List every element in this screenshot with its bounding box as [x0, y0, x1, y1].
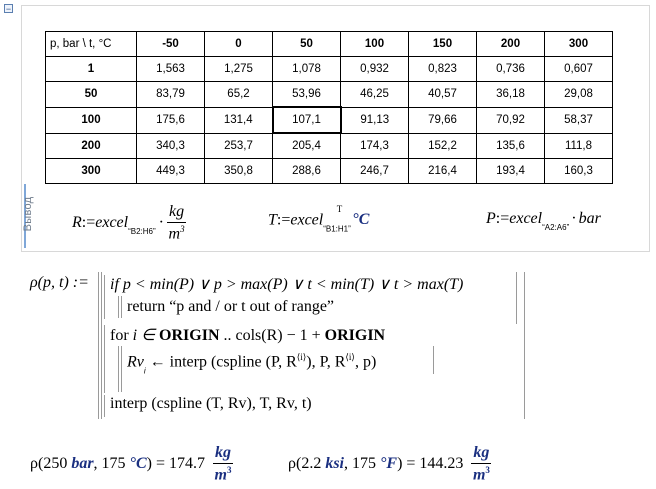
table-cell[interactable]: 79,66	[409, 107, 477, 133]
result-arg: ρ(250	[30, 454, 72, 472]
table-cell[interactable]: 70,92	[477, 107, 545, 133]
program-for-line[interactable]	[110, 325, 385, 345]
excel-range: “A2:A6”	[542, 223, 570, 232]
return-bracket	[121, 296, 122, 318]
table-cell[interactable]: 350,8	[205, 159, 273, 184]
unit-numerator: kg	[167, 204, 186, 223]
if-block-bracket	[104, 275, 105, 319]
if-block-bracket	[516, 272, 517, 324]
table-row	[46, 159, 613, 184]
table-cell[interactable]: 58,37	[545, 107, 613, 133]
interp-expression: ← interp (cspline (P, R	[145, 353, 297, 371]
program-interp-line[interactable]	[127, 352, 376, 375]
transpose-superscript: T	[336, 204, 343, 214]
origin-keyword: ORIGIN	[324, 327, 386, 344]
excel-function: excel	[95, 213, 129, 231]
table-cell[interactable]: 174,3	[341, 133, 409, 159]
excel-function: excel	[290, 211, 324, 229]
bar-unit: bar	[578, 210, 601, 227]
unit-numerator: kg	[471, 445, 491, 464]
assign-operator: :=	[81, 213, 96, 231]
result-value: ) = 174.7	[146, 454, 205, 472]
column-header: 150	[409, 32, 477, 57]
for-body-bracket	[118, 346, 119, 392]
table-cell[interactable]: 40,57	[409, 82, 477, 108]
unit-fraction	[167, 204, 186, 242]
column-header: 100	[341, 32, 409, 57]
result-value: ) = 144.23	[397, 454, 464, 472]
unit-denominator: $m^3$	[472, 465, 490, 484]
table-cell[interactable]: 36,18	[477, 82, 545, 108]
unit-denominator: $m^3$	[214, 465, 232, 484]
table-cell[interactable]: 0,736	[477, 57, 545, 82]
table-cell-selected[interactable]: 107,1	[273, 107, 341, 133]
row-header: 100	[46, 107, 137, 133]
program-bracket	[98, 272, 99, 419]
return-bracket	[118, 296, 119, 318]
table-cell[interactable]: 135,6	[477, 133, 545, 159]
table-cell[interactable]: 0,607	[545, 57, 613, 82]
for-block-bracket	[104, 325, 105, 393]
column-header: 0	[205, 32, 273, 57]
excel-function: excel	[509, 210, 543, 227]
program-final-line[interactable]: interp (cspline (T, Rv), T, Rv, t)	[110, 395, 312, 412]
column-header: 200	[477, 32, 545, 57]
table-cell[interactable]: 91,13	[341, 107, 409, 133]
r-variable: R	[72, 213, 82, 231]
table-cell[interactable]: 0,823	[409, 57, 477, 82]
row-header: 1	[46, 57, 137, 82]
table-row	[46, 57, 613, 82]
table-row	[46, 82, 613, 108]
table-cell[interactable]: 0,932	[341, 57, 409, 82]
rv-index: i	[143, 366, 146, 376]
p-definition[interactable]	[486, 210, 601, 232]
ksi-unit: ksi	[325, 454, 344, 472]
p-variable: P	[486, 210, 496, 227]
column-header: -50	[137, 32, 205, 57]
table-corner-label: p, bar \ t, °C	[46, 32, 137, 57]
celsius-unit: °C	[129, 454, 147, 472]
result-expression-1[interactable]	[30, 445, 233, 483]
result-unit-fraction	[213, 445, 233, 483]
result-arg: , 175	[343, 454, 380, 472]
celsius-unit: °C	[352, 211, 370, 229]
row-header: 300	[46, 159, 137, 184]
for-keyword: for	[110, 327, 129, 344]
assign-operator: :=	[276, 211, 291, 229]
result-unit-fraction	[471, 445, 491, 483]
table-row	[46, 133, 613, 159]
table-cell[interactable]: 46,25	[341, 82, 409, 108]
unit-denominator: $m^3$	[168, 224, 185, 243]
t-variable: T	[268, 211, 277, 229]
table-cell[interactable]: 205,4	[273, 133, 341, 159]
row-header: 50	[46, 82, 137, 108]
table-cell[interactable]: 253,7	[205, 133, 273, 159]
table-cell[interactable]: 111,8	[545, 133, 613, 159]
data-table[interactable]	[45, 31, 613, 184]
multiply-operator: ·	[158, 213, 164, 231]
result-arg: ρ(2.2	[288, 454, 326, 472]
table-cell[interactable]: 152,2	[409, 133, 477, 159]
result-expression-2[interactable]	[288, 445, 491, 483]
excel-range: “B1:H1”	[323, 224, 351, 234]
table-cell[interactable]: 193,4	[477, 159, 545, 184]
unit-numerator: kg	[213, 445, 233, 464]
interp-expression: ), P, R	[306, 353, 346, 371]
table-cell[interactable]: 216,4	[409, 159, 477, 184]
program-if-line[interactable]: if p < min(P) ∨ p > max(P) ∨ t < min(T) ∨ t > max(T)	[110, 276, 464, 293]
for-range-mid: .. cols(R) − 1 +	[219, 327, 325, 344]
table-cell[interactable]: 131,4	[205, 107, 273, 133]
for-body-bracket	[121, 346, 122, 392]
table-cell[interactable]: 53,96	[273, 82, 341, 108]
t-definition[interactable]	[268, 204, 370, 234]
program-bracket	[101, 272, 102, 419]
program-return-line[interactable]: return “p and / or t out of range”	[127, 298, 335, 315]
last-line-bracket	[104, 395, 105, 417]
program-bracket-right	[524, 272, 525, 419]
table-cell[interactable]: 246,7	[341, 159, 409, 184]
bar-unit: bar	[71, 454, 94, 472]
column-operator: ⟨i⟩	[296, 352, 307, 362]
region-label-vyvod: Вывод	[22, 196, 34, 232]
table-cell[interactable]: 1,275	[205, 57, 273, 82]
fahrenheit-unit: °F	[379, 454, 398, 472]
table-cell[interactable]: 449,3	[137, 159, 205, 184]
column-operator: ⟨i⟩	[345, 352, 355, 362]
for-body-bracket-right	[433, 346, 434, 374]
table-header-row	[46, 32, 613, 57]
rv-variable: Rv	[127, 353, 144, 371]
table-cell[interactable]: 65,2	[205, 82, 273, 108]
table-cell[interactable]: 1,078	[273, 57, 341, 82]
row-header: 200	[46, 133, 137, 159]
column-header: 300	[545, 32, 613, 57]
table-row	[46, 107, 613, 133]
r-definition[interactable]	[72, 204, 186, 242]
table-cell[interactable]: 83,79	[137, 82, 205, 108]
origin-keyword: ORIGIN	[159, 327, 220, 344]
table-cell[interactable]: 29,08	[545, 82, 613, 108]
table-cell[interactable]: 340,3	[137, 133, 205, 159]
interp-expression: , p)	[354, 353, 377, 371]
column-header: 50	[273, 32, 341, 57]
assign-operator: :=	[495, 210, 510, 227]
table-cell[interactable]: 160,3	[545, 159, 613, 184]
program-head[interactable]: ρ(p, t) :=	[30, 274, 89, 291]
table-cell[interactable]: 1,563	[137, 57, 205, 82]
result-arg: , 175	[93, 454, 130, 472]
for-range-var: i ∈	[132, 327, 160, 344]
table-cell[interactable]: 175,6	[137, 107, 205, 133]
excel-range: “B2:H6”	[128, 226, 156, 236]
table-cell[interactable]: 288,6	[273, 159, 341, 184]
collapse-region-button[interactable]: −	[5, 4, 12, 14]
multiply-operator: ·	[571, 210, 577, 227]
